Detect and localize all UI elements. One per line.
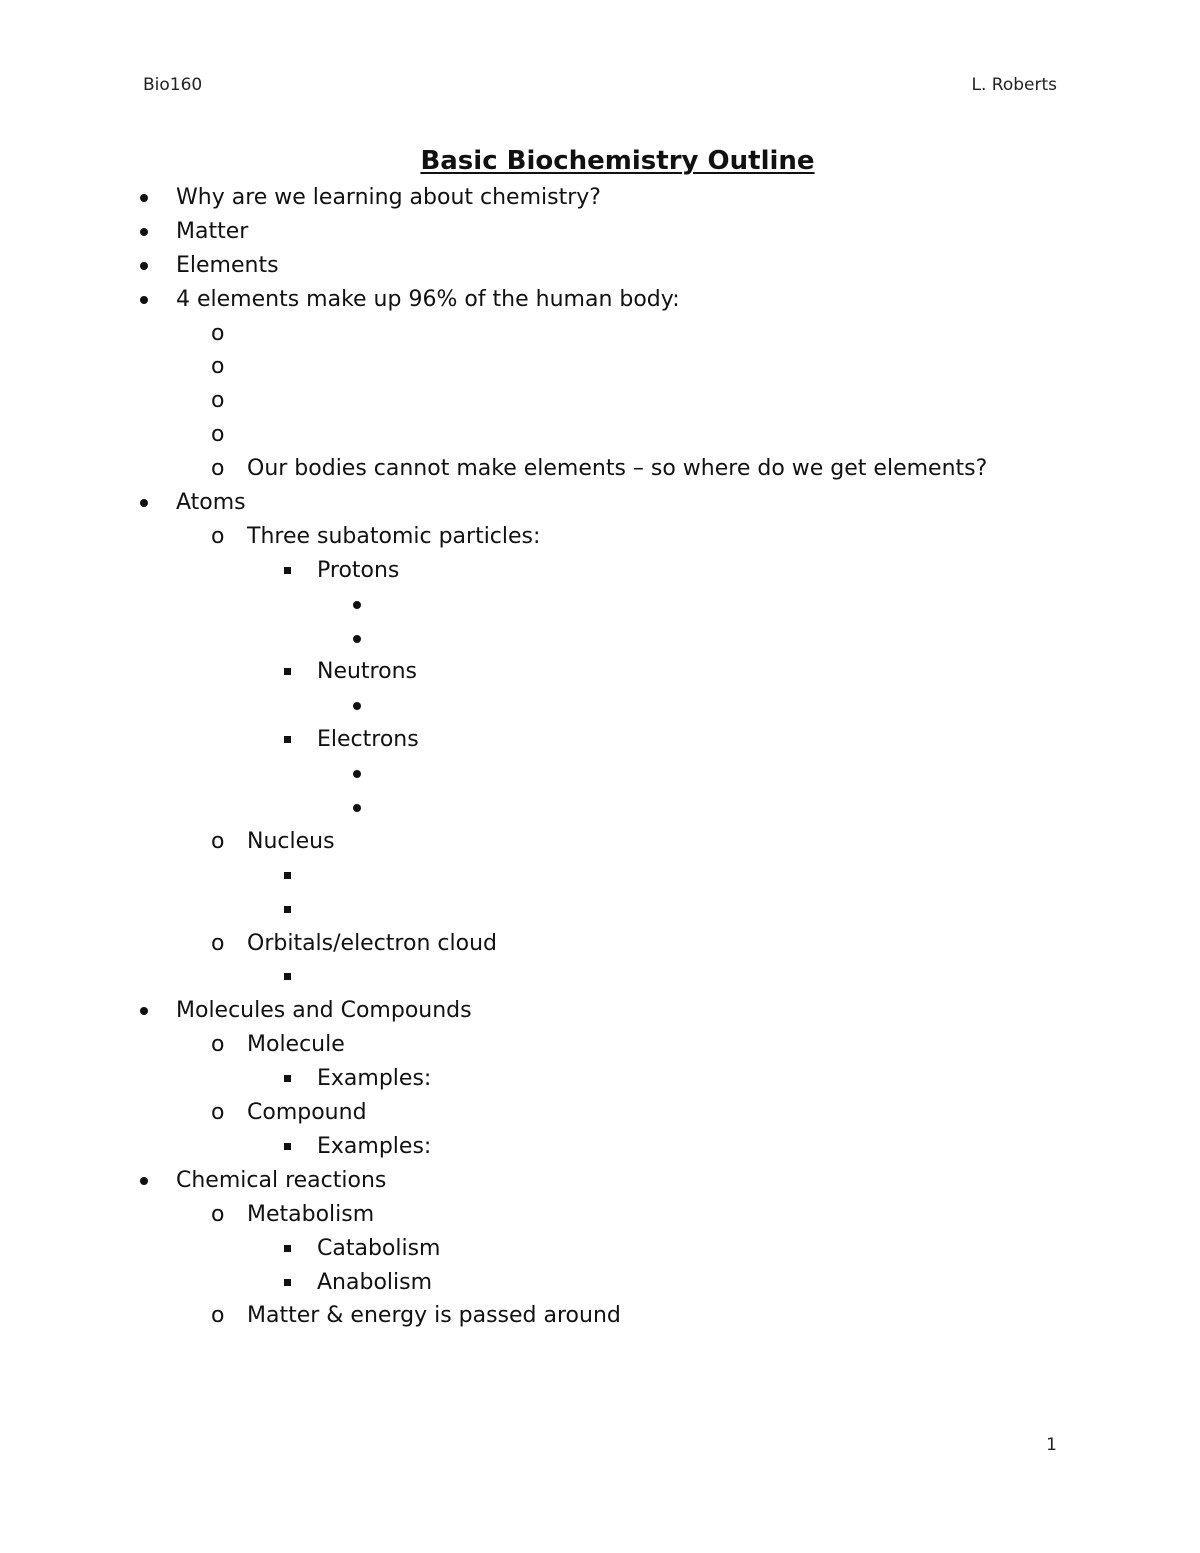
outline-item-level-2 <box>0 927 1100 961</box>
outline-item-level-4 <box>0 622 1100 656</box>
bullet-square-icon <box>284 872 291 879</box>
bullet-square-icon <box>284 668 291 675</box>
outline-item-text: Our bodies cannot make elements – so where do we get elements? <box>247 456 988 482</box>
bullet-dot-icon <box>140 1007 148 1015</box>
outline-item-text: Orbitals/electron cloud <box>247 930 497 956</box>
bullet-dot-icon <box>140 228 148 236</box>
outline-item-level-2 <box>0 1198 1100 1232</box>
header-author: L. Roberts <box>971 75 1057 95</box>
bullet-dot-icon <box>353 702 361 710</box>
bullet-circle-icon <box>211 418 224 452</box>
bullet-circle-icon <box>211 927 224 961</box>
bullet-circle-icon <box>211 452 224 486</box>
outline-item-text: Why are we learning about chemistry? <box>176 185 601 210</box>
outline-item-level-1 <box>0 486 1100 520</box>
outline-item-level-3 <box>0 1062 1100 1096</box>
outline-item-text: Nucleus <box>247 828 335 854</box>
outline-item-level-4 <box>0 689 1100 723</box>
bullet-square-icon <box>284 1143 291 1150</box>
outline-item-text: Catabolism <box>317 1235 441 1261</box>
bullet-circle-icon <box>211 825 224 859</box>
bullet-circle-icon <box>211 384 224 418</box>
outline-item-text: Chemical reactions <box>176 1167 387 1193</box>
bullet-square-icon <box>284 973 291 980</box>
outline-item-level-4 <box>0 588 1100 622</box>
bullet-square-icon <box>284 736 291 743</box>
bullet-dot-icon <box>353 770 361 778</box>
outline-item-text: Examples: <box>317 1066 432 1092</box>
outline-item-text: Anabolism <box>317 1269 433 1295</box>
outline-item-level-2 <box>0 418 1100 452</box>
bullet-circle-icon <box>211 317 224 351</box>
header-course-code: Bio160 <box>143 75 203 95</box>
outline-item-level-1 <box>0 1164 1100 1198</box>
outline-item-level-3 <box>0 893 1100 927</box>
document-title: Basic Biochemistry Outline <box>420 146 815 176</box>
bullet-dot-icon <box>353 804 361 812</box>
outline-item-text: Matter & energy is passed around <box>247 1303 621 1329</box>
bullet-dot-icon <box>353 635 361 643</box>
outline-item-text: Molecules and Compounds <box>176 998 472 1024</box>
page-number: 1 <box>1046 1435 1057 1455</box>
outline-item-level-2 <box>0 384 1100 418</box>
outline-item-level-1 <box>0 283 1100 317</box>
bullet-dot-icon <box>140 262 148 270</box>
outline-item-level-2 <box>0 317 1100 351</box>
outline-item-text: Three subatomic particles: <box>247 523 541 549</box>
outline-item-level-1 <box>0 249 1100 283</box>
bullet-square-icon <box>284 1279 291 1286</box>
outline-item-text: Metabolism <box>247 1201 375 1227</box>
bullet-circle-icon <box>211 350 224 384</box>
bullet-circle-icon <box>211 1028 224 1062</box>
outline-item-level-3 <box>0 960 1100 994</box>
outline-item-text: Neutrons <box>317 659 417 685</box>
bullet-dot-icon <box>140 194 148 202</box>
outline-item-level-2 <box>0 452 1100 486</box>
outline-item-text: Compound <box>247 1100 367 1126</box>
outline-item-level-2 <box>0 1096 1100 1130</box>
outline-item-level-1 <box>0 181 1100 215</box>
outline-item-level-2 <box>0 1028 1100 1062</box>
outline-item-level-2 <box>0 1299 1100 1333</box>
outline-item-level-2 <box>0 520 1100 554</box>
bullet-circle-icon <box>211 520 224 554</box>
bullet-square-icon <box>284 1075 291 1082</box>
outline-item-level-3 <box>0 1130 1100 1164</box>
outline-item-level-4 <box>0 791 1100 825</box>
outline-item-level-3 <box>0 655 1100 689</box>
outline-item-level-1 <box>0 215 1100 249</box>
outline-item-level-3 <box>0 1232 1100 1266</box>
outline-item-level-4 <box>0 757 1100 791</box>
outline-item-level-2 <box>0 825 1100 859</box>
outline-item-text: Matter <box>176 218 249 244</box>
outline-item-level-3 <box>0 859 1100 893</box>
bullet-square-icon <box>284 1245 291 1252</box>
outline-item-level-3 <box>0 723 1100 757</box>
outline-item-text: 4 elements make up 96% of the human body: <box>176 286 680 312</box>
bullet-dot-icon <box>353 601 361 609</box>
outline-item-text: Molecule <box>247 1032 345 1058</box>
bullet-dot-icon <box>140 296 148 304</box>
bullet-dot-icon <box>140 1177 148 1185</box>
outline-item-text: Protons <box>317 557 400 583</box>
outline-item-level-1 <box>0 994 1100 1028</box>
bullet-square-icon <box>284 567 291 574</box>
bullet-circle-icon <box>211 1096 224 1130</box>
bullet-square-icon <box>284 906 291 913</box>
outline-item-text: Elements <box>176 252 279 278</box>
outline-item-text: Electrons <box>317 727 419 753</box>
outline-item-text: Examples: <box>317 1133 432 1159</box>
bullet-circle-icon <box>211 1198 224 1232</box>
outline-item-level-3 <box>0 554 1100 588</box>
outline-item-level-3 <box>0 1266 1100 1300</box>
bullet-dot-icon <box>140 499 148 507</box>
outline-item-text: Atoms <box>176 490 246 516</box>
outline-item-level-2 <box>0 350 1100 384</box>
bullet-circle-icon <box>211 1299 224 1333</box>
outline-list <box>0 181 1100 1333</box>
